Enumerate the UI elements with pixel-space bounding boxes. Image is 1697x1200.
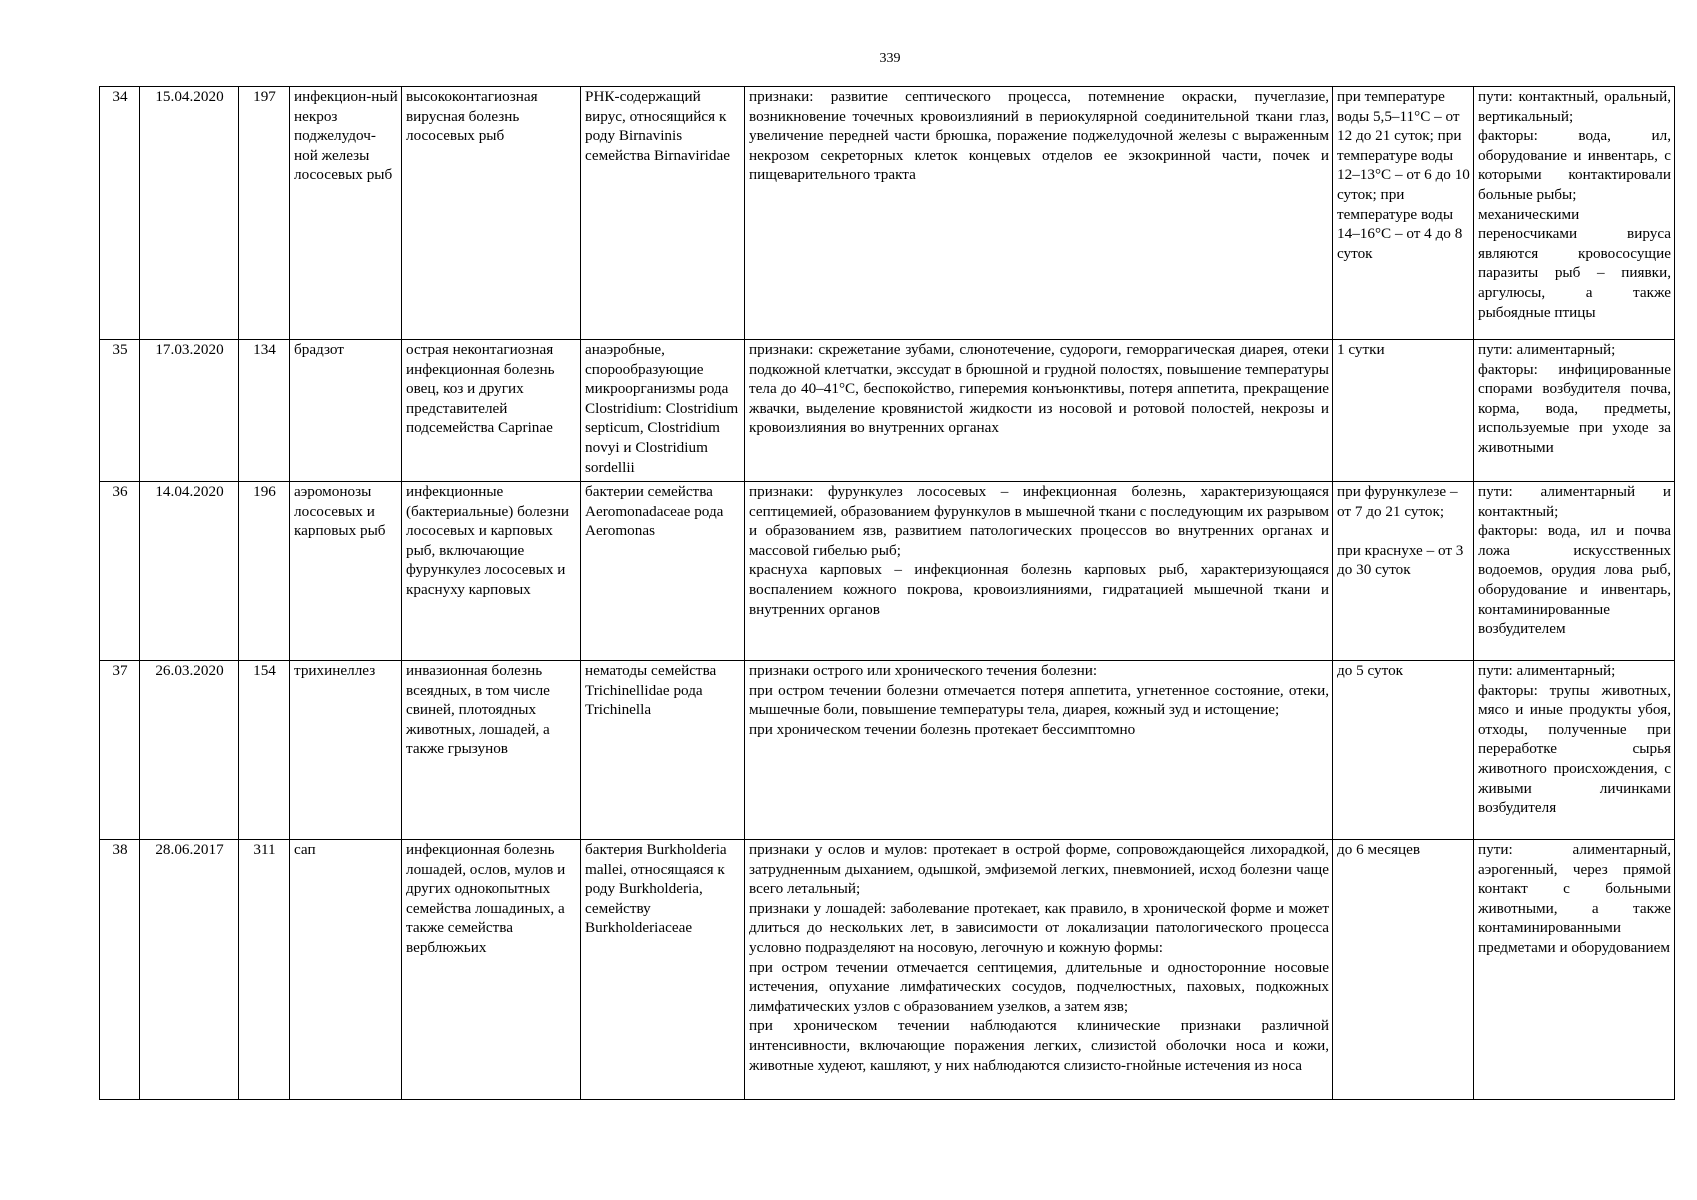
transmission-routes: [1474, 87, 1675, 340]
transmission-routes-paragraph: пути: алиментарный, аэрогенный, через прямой контакт с больными животными, а также контаминированными предметами и оборудованием: [1478, 841, 1671, 956]
row-code: 311: [239, 840, 290, 1100]
transmission-routes-paragraph: пути: алиментарный;: [1478, 341, 1616, 358]
incubation-period: [1333, 482, 1474, 661]
transmission-routes: [1474, 340, 1675, 482]
incubation-period-paragraph: до 6 месяцев: [1337, 841, 1421, 858]
disease-definition: инвазионная болезнь всеядных, в том числе свиней, плотоядных животных, лошадей, а также грызунов: [402, 661, 581, 840]
clinical-signs-paragraph: краснуха карповых – инфекционная болезнь карповых рыб, характеризующаяся воспалением кожного покрова, кровоизлияниями, гидратацией мышечной ткани и внутренних органов: [749, 561, 1329, 618]
row-code: 134: [239, 340, 290, 482]
row-number: 36: [100, 482, 140, 661]
incubation-period-paragraph: при краснухе – от 3 до 30 суток: [1337, 541, 1464, 579]
incubation-period-paragraph: при температуре воды 5,5–11°С – от 12 до 21 суток; при температуре воды 12–13°С – от 6 до 10 суток; при температуре воды 14–16°С – от 4 до 8 суток: [1337, 88, 1470, 262]
disease-agent: бактерии семейства Aeromonadaceae рода Aeromonas: [581, 482, 745, 661]
clinical-signs-paragraph: признаки острого или хронического течения болезни:: [749, 662, 1098, 679]
clinical-signs-paragraph: признаки у лошадей: заболевание протекает, как правило, в хронической форме и может длиться до нескольких лет, в зависимости от локализации патологического процесса условно подразделяют на носовую, легочную и кожную формы:: [749, 899, 1329, 956]
clinical-signs-paragraph: признаки: развитие септического процесса, потемнение окраски, пучеглазие, возникновение точечных кровоизлияний в периокулярной соединительной ткани глаз, увеличение передней части брюшка, поражение поджелудочной железы с выраженным некрозом секреторных клеток концевых отделов ее экзокринной части, почек и пищеварительного тракта: [749, 88, 1329, 184]
disease-agent: РНК-содержащий вирус, относящийся к роду Birnavinis семейства Birnaviridae: [581, 87, 745, 340]
disease-name: брадзот: [290, 340, 402, 482]
disease-agent: бактерия Burkholderia mallei, относящаяся к роду Burkholderia, семейству Burkholderiaceae: [581, 840, 745, 1100]
row-number: 35: [100, 340, 140, 482]
clinical-signs-paragraph: при остром течении отмечается септицемия, длительные и односторонние носовые истечения, опухание лимфатических сосудов, подчелюстных, паховых, подкожных лимфатических узлов с образованием узелков, а затем язв;: [749, 958, 1329, 1015]
incubation-period: [1333, 840, 1474, 1100]
row-date: 15.04.2020: [140, 87, 239, 340]
clinical-signs: [745, 87, 1333, 340]
clinical-signs-paragraph: при хроническом течении болезнь протекает бессимптомно: [749, 720, 1136, 738]
clinical-signs-paragraph: признаки: скрежетание зубами, слюнотечение, судороги, геморрагическая диарея, отеки подкожной клетчатки, экссудат в брюшной и грудной полостях, повышение температуры тела до 40–41°С, беспокойство, гиперемия конъюнктивы, потеря аппетита, прекращение жвачки, выделение кровянистой жидкости из носовой и ротовой полостей, некрозы и кровоизлияния во внутренних органах: [749, 341, 1329, 437]
clinical-signs: [745, 482, 1333, 661]
clinical-signs: [745, 661, 1333, 840]
disease-agent: анаэробные, спорообразующие микроорганизмы рода Clostridium: Clostridium septicum, Clostridium novyi и Clostridium sordellii: [581, 340, 745, 482]
table-row: [100, 87, 1675, 340]
disease-name: трихинеллез: [290, 661, 402, 840]
incubation-period: [1333, 87, 1474, 340]
table-row: [100, 661, 1675, 840]
transmission-routes-paragraph: пути: алиментарный;: [1478, 662, 1616, 679]
table-row: [100, 840, 1675, 1100]
row-date: 14.04.2020: [140, 482, 239, 661]
incubation-period: [1333, 340, 1474, 482]
table-row: [100, 340, 1675, 482]
disease-table: [99, 86, 1675, 1100]
row-date: 17.03.2020: [140, 340, 239, 482]
incubation-period: [1333, 661, 1474, 840]
clinical-signs-paragraph: при остром течении болезни отмечается потеря аппетита, угнетенное состояние, отеки, мышечные боли, повышение температуры тела, диарея, кожный зуд и истощение;: [749, 681, 1329, 719]
disease-name: аэромонозы лососевых и карповых рыб: [290, 482, 402, 661]
row-number: 37: [100, 661, 140, 840]
row-code: 197: [239, 87, 290, 340]
transmission-routes-paragraph: факторы: инфицированные спорами возбудителя почва, корма, вода, предметы, используемые при уходе за животными: [1478, 360, 1671, 456]
transmission-routes: [1474, 482, 1675, 661]
transmission-routes-paragraph: факторы: трупы животных, мясо и иные продукты убоя, отходы, полученные при переработке сырья животного происхождения, с живыми личинками возбудителя: [1478, 681, 1671, 817]
disease-name: инфекцион-ный некроз поджелудоч-ной железы лососевых рыб: [290, 87, 402, 340]
row-code: 154: [239, 661, 290, 840]
clinical-signs-paragraph: признаки: фурункулез лососевых – инфекционная болезнь, характеризующаяся септицемией, образованием фурункулов в мышечной ткани с последующим их разрывом и образованием язв, развитием патологических процессов во внутренних органах и массовой гибелью рыб;: [749, 483, 1329, 559]
clinical-signs: [745, 840, 1333, 1100]
transmission-routes: [1474, 661, 1675, 840]
disease-definition: инфекционные (бактериальные) болезни лососевых и карповых рыб, включающие фурункулез лососевых и краснуху карповых: [402, 482, 581, 661]
disease-agent: нематоды семейства Trichinellidae рода Trichinella: [581, 661, 745, 840]
incubation-period-paragraph: при фурункулезе – от 7 до 21 суток;: [1337, 483, 1458, 520]
transmission-routes-paragraph: факторы: вода, ил и почва ложа искусственных водоемов, орудия лова рыб, оборудование и инвентарь, контаминированные возбудителем: [1478, 522, 1671, 638]
transmission-routes-paragraph: пути: алиментарный и контактный;: [1478, 483, 1671, 520]
transmission-routes-paragraph: факторы: вода, ил, оборудование и инвентарь, с которыми контактировали больные рыбы;: [1478, 127, 1671, 203]
transmission-routes-paragraph: механическими переносчиками вируса являются кровососущие паразиты рыб – пиявки, аргулюсы, а также рыбоядные птицы: [1478, 205, 1671, 321]
row-date: 26.03.2020: [140, 661, 239, 840]
transmission-routes-paragraph: пути: контактный, оральный, вертикальный;: [1478, 88, 1671, 125]
disease-name: сап: [290, 840, 402, 1100]
table-row: [100, 482, 1675, 661]
row-number: 38: [100, 840, 140, 1100]
clinical-signs: [745, 340, 1333, 482]
clinical-signs-paragraph: признаки у ослов и мулов: протекает в острой форме, сопровождающейся лихорадкой, затрудненным дыханием, одышкой, эмфиземой легких, пневмонией, исход болезни чаще всего летальный;: [749, 841, 1329, 898]
disease-definition: инфекционная болезнь лошадей, ослов, мулов и других однокопытных семейства лошадиных, а также семейства верблюжьих: [402, 840, 581, 1100]
disease-definition: острая неконтагиозная инфекционная болезнь овец, коз и других представителей подсемейства Caprinae: [402, 340, 581, 482]
row-date: 28.06.2017: [140, 840, 239, 1100]
transmission-routes: [1474, 840, 1675, 1100]
incubation-period-paragraph: до 5 суток: [1337, 662, 1404, 679]
row-code: 196: [239, 482, 290, 661]
spacer: [1337, 521, 1470, 541]
page-number: 339: [879, 51, 901, 66]
table-body: [100, 87, 1675, 1100]
disease-definition: высококонтагиозная вирусная болезнь лососевых рыб: [402, 87, 581, 340]
clinical-signs-paragraph: при хроническом течении наблюдаются клинические признаки различной интенсивности, включающие поражения легких, слизистой оболочки носа и кожи, животные худеют, кашляют, у них наблюдаются слизисто-гнойные истечения из носа: [749, 1017, 1329, 1074]
row-number: 34: [100, 87, 140, 340]
incubation-period-paragraph: 1 сутки: [1337, 341, 1385, 358]
